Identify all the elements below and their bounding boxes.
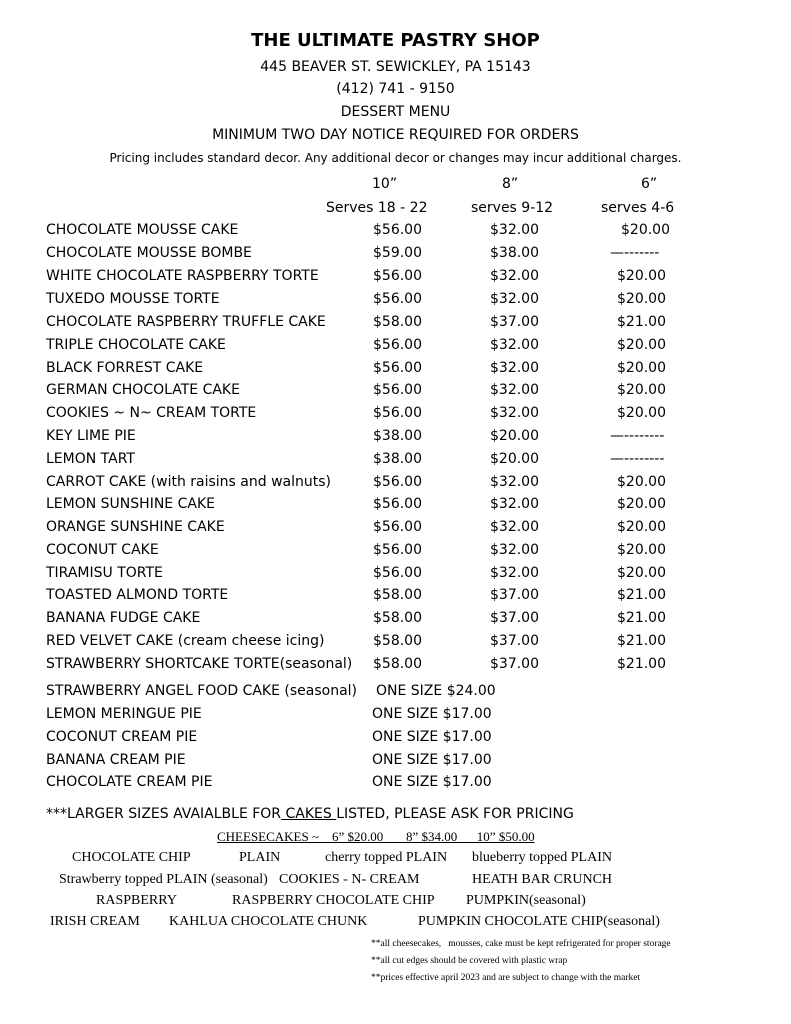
one-size-row — [0, 729, 791, 751]
cake-name: KEY LIME PIE — [46, 428, 136, 444]
cheesecake-flavor: KAHLUA CHOCOLATE CHUNK — [169, 914, 368, 929]
price-6: $20.00 — [617, 382, 666, 398]
address: 445 BEAVER ST. SEWICKLEY, PA 15143 — [260, 59, 531, 75]
price-8: $32.00 — [490, 382, 539, 398]
cake-name: BLACK FORREST CAKE — [46, 360, 204, 376]
one-size-row — [0, 752, 791, 774]
price-8: $32.00 — [490, 519, 539, 535]
price-8: $37.00 — [490, 587, 539, 603]
cheesecake-flavor: IRISH CREAM — [50, 914, 140, 929]
cake-name: BANANA FUDGE CAKE — [46, 610, 201, 626]
price-6: $20.00 — [617, 291, 666, 307]
cake-row — [0, 633, 791, 655]
notice: MINIMUM TWO DAY NOTICE REQUIRED FOR ORDERS — [212, 127, 579, 143]
price-10: $56.00 — [373, 565, 422, 581]
cake-name: ORANGE SUNSHINE CAKE — [46, 519, 225, 535]
cake-name: CARROT CAKE (with raisins and walnuts) — [46, 474, 331, 490]
item-name: COCONUT CREAM PIE — [46, 729, 198, 745]
cake-name: TRIPLE CHOCOLATE CAKE — [46, 337, 226, 353]
price-8: $32.00 — [490, 291, 539, 307]
footnote: **all cheesecakes, mousses, cake must be kept refrigerated for proper storage — [371, 939, 671, 949]
cake-name: TIRAMISU TORTE — [46, 565, 163, 581]
one-size-price: ONE SIZE $24.00 — [376, 683, 496, 699]
cake-name: RED VELVET CAKE (cream cheese icing) — [46, 633, 325, 649]
cheesecake-flavor: RASPBERRY — [96, 893, 177, 908]
footnote: **prices effective april 2023 and are subject to change with the market — [371, 973, 641, 983]
cake-name: LEMON TART — [46, 451, 135, 467]
cake-name: LEMON SUNSHINE CAKE — [46, 496, 215, 512]
price-8: $32.00 — [490, 360, 539, 376]
price-10: $56.00 — [373, 360, 422, 376]
price-6: $20.00 — [617, 542, 666, 558]
price-10: $59.00 — [373, 245, 422, 261]
size-8: 8” — [502, 176, 519, 192]
price-6: $21.00 — [617, 656, 666, 672]
cake-row — [0, 222, 791, 244]
price-6: $21.00 — [617, 587, 666, 603]
cake-row — [0, 519, 791, 541]
one-size-row — [0, 774, 791, 796]
price-10: $56.00 — [373, 382, 422, 398]
cake-name: COCONUT CAKE — [46, 542, 159, 558]
one-size-row — [0, 706, 791, 728]
cake-row — [0, 610, 791, 632]
cake-row — [0, 405, 791, 427]
price-6: $20.00 — [617, 268, 666, 284]
one-size-row — [0, 683, 791, 705]
cake-name: CHOCOLATE MOUSSE BOMBE — [46, 245, 252, 261]
cake-row — [0, 337, 791, 359]
cake-row — [0, 291, 791, 313]
size-10: 10” — [372, 176, 398, 192]
cake-row — [0, 245, 791, 267]
cake-name: TOASTED ALMOND TORTE — [46, 587, 229, 603]
price-6: $20.00 — [617, 565, 666, 581]
item-name: STRAWBERRY ANGEL FOOD CAKE (seasonal) — [46, 683, 358, 699]
pricing-note: Pricing includes standard decor. Any additional decor or changes may incur additional charges. — [109, 151, 682, 165]
price-8: $32.00 — [490, 565, 539, 581]
price-10: $58.00 — [373, 656, 422, 672]
price-6: $21.00 — [617, 314, 666, 330]
price-10: $56.00 — [373, 519, 422, 535]
cake-row — [0, 382, 791, 404]
cheesecake-heading: CHEESECAKES ~ 6” $20.00 8” $34.00 10” $50.00 — [217, 829, 535, 844]
price-10: $38.00 — [373, 451, 422, 467]
menu-title: DESSERT MENU — [340, 104, 451, 120]
phone: (412) 741 - 9150 — [336, 81, 455, 97]
price-8: $37.00 — [490, 610, 539, 626]
price-10: $56.00 — [373, 268, 422, 284]
price-10: $58.00 — [373, 610, 422, 626]
shop-name: THE ULTIMATE PASTRY SHOP — [251, 30, 540, 51]
cake-row — [0, 428, 791, 450]
serves-6: serves 4-6 — [601, 200, 675, 216]
price-8: $32.00 — [490, 337, 539, 353]
price-10: $58.00 — [373, 633, 422, 649]
cake-name: GERMAN CHOCOLATE CAKE — [46, 382, 240, 398]
cake-row — [0, 314, 791, 336]
price-8: $20.00 — [490, 451, 539, 467]
cheesecake-flavor: cherry topped PLAIN — [325, 850, 448, 865]
price-6: $20.00 — [617, 474, 666, 490]
cheesecake-flavor: blueberry topped PLAIN — [472, 850, 612, 865]
one-size-price: ONE SIZE $17.00 — [372, 774, 492, 790]
cake-row — [0, 360, 791, 382]
cheesecake-flavor: PLAIN — [239, 850, 281, 865]
price-8: $37.00 — [490, 633, 539, 649]
item-name: LEMON MERINGUE PIE — [46, 706, 202, 722]
cake-row — [0, 656, 791, 678]
cake-name: STRAWBERRY SHORTCAKE TORTE(seasonal) — [46, 656, 353, 672]
cake-name: CHOCOLATE RASPBERRY TRUFFLE CAKE — [46, 314, 326, 330]
price-10: $56.00 — [373, 542, 422, 558]
price-6: $21.00 — [617, 610, 666, 626]
size-header-row — [0, 176, 791, 198]
price-10: $56.00 — [373, 222, 422, 238]
cake-row — [0, 587, 791, 609]
price-8: $32.00 — [490, 496, 539, 512]
cake-row — [0, 542, 791, 564]
price-6: —-------- — [610, 428, 665, 444]
price-10: $56.00 — [373, 496, 422, 512]
price-6: —-------- — [610, 451, 665, 467]
price-10: $56.00 — [373, 337, 422, 353]
larger-sizes-note — [46, 806, 574, 822]
cake-name: WHITE CHOCOLATE RASPBERRY TORTE — [46, 268, 319, 284]
price-6: $20.00 — [621, 222, 670, 238]
cake-row — [0, 268, 791, 290]
price-8: $32.00 — [490, 405, 539, 421]
cheesecake-flavor: HEATH BAR CRUNCH — [472, 872, 613, 887]
price-10: $58.00 — [373, 587, 422, 603]
price-8: $38.00 — [490, 245, 539, 261]
price-10: $56.00 — [373, 474, 422, 490]
cheesecake-flavor: Strawberry topped PLAIN (seasonal) — [59, 872, 268, 887]
cheesecake-flavor: PUMPKIN CHOCOLATE CHIP(seasonal) — [418, 914, 660, 929]
cake-row — [0, 451, 791, 473]
price-6: $20.00 — [617, 405, 666, 421]
footnote: **all cut edges should be covered with plastic wrap — [371, 956, 568, 966]
larger-sizes-prefix: ***LARGER SIZES AVAIALBLE FOR — [46, 806, 282, 822]
price-6: $20.00 — [617, 360, 666, 376]
item-name: CHOCOLATE CREAM PIE — [46, 774, 213, 790]
price-10: $56.00 — [373, 405, 422, 421]
price-8: $37.00 — [490, 656, 539, 672]
one-size-price: ONE SIZE $17.00 — [372, 706, 492, 722]
cheesecake-flavor: COOKIES - N- CREAM — [279, 872, 420, 887]
price-6: $21.00 — [617, 633, 666, 649]
larger-sizes-cakes: CAKES — [281, 806, 337, 822]
cheesecake-flavor: CHOCOLATE CHIP — [72, 850, 191, 865]
price-6: $20.00 — [617, 496, 666, 512]
cake-row — [0, 565, 791, 587]
price-6: $20.00 — [617, 519, 666, 535]
price-10: $56.00 — [373, 291, 422, 307]
price-8: $32.00 — [490, 474, 539, 490]
cake-name: CHOCOLATE MOUSSE CAKE — [46, 222, 239, 238]
price-8: $37.00 — [490, 314, 539, 330]
item-name: BANANA CREAM PIE — [46, 752, 186, 768]
price-6: $20.00 — [617, 337, 666, 353]
cake-row — [0, 496, 791, 518]
price-10: $58.00 — [373, 314, 422, 330]
cheesecake-flavor: RASPBERRY CHOCOLATE CHIP — [232, 893, 435, 908]
cake-name: TUXEDO MOUSSE TORTE — [46, 291, 220, 307]
price-10: $38.00 — [373, 428, 422, 444]
serves-10: Serves 18 - 22 — [326, 200, 428, 216]
price-8: $20.00 — [490, 428, 539, 444]
cake-name: COOKIES ~ N~ CREAM TORTE — [46, 405, 257, 421]
price-6: —------- — [610, 245, 660, 261]
one-size-price: ONE SIZE $17.00 — [372, 752, 492, 768]
larger-sizes-suffix: LISTED, PLEASE ASK FOR PRICING — [336, 806, 574, 822]
one-size-price: ONE SIZE $17.00 — [372, 729, 492, 745]
price-8: $32.00 — [490, 222, 539, 238]
serves-8: serves 9-12 — [471, 200, 554, 216]
price-8: $32.00 — [490, 268, 539, 284]
price-8: $32.00 — [490, 542, 539, 558]
size-6: 6” — [641, 176, 658, 192]
serves-header-row — [0, 200, 791, 222]
cheesecake-flavor: PUMPKIN(seasonal) — [466, 893, 586, 908]
cake-row — [0, 474, 791, 496]
